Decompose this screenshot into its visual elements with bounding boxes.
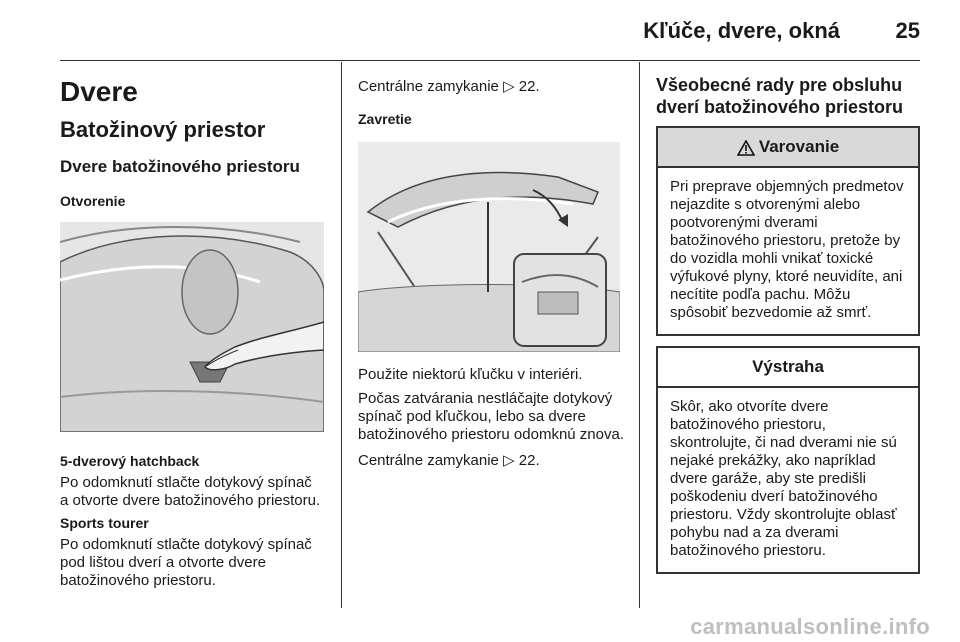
closing-label: Zavretie [358,111,412,127]
column-left [60,62,324,590]
tourer-label: Sports tourer [60,515,149,531]
figure-opening-tailgate [60,222,324,432]
use-handle-text: Použite niektorú kľučku v interiéri. [358,366,583,383]
section-title: Dvere [60,76,138,107]
tourer-text: Po odomknutí stlačte dotykový spínač pod lištou dverí a otvorte dvere batožinového priestoru. [60,536,312,589]
header-divider [60,60,920,61]
column-middle [358,62,624,470]
subsection-title: Batožinový priestor [60,117,266,142]
caution-text: Skôr, ako otvoríte dvere batožinového priestoru, skontrolujte, či nad dverami nie sú nejaké prekážky, ako napríklad dvere garáže, aby ste predišli poškodeniu dverí batožinového priestoru. Vždy skontrolujte oblasť pohybu nad a za dverami batožinového priestoru. [670,398,897,559]
reference-page: 22. [518,452,540,469]
hatchback-label: 5-dverový hatchback [60,453,200,469]
watermark: carmanualsonline.info [690,614,930,639]
caution-title: Výstraha [658,348,918,388]
reference-text: Centrálne zamykanie [358,78,499,95]
column-divider-1 [341,62,342,608]
page-number: 25 [895,18,920,43]
warning-triangle-icon [737,140,755,156]
reference-text: Centrálne zamykanie [358,452,499,469]
warning-title: Varovanie [758,137,840,156]
page-reference-arrow-icon: ▷ [503,452,515,469]
opening-label: Otvorenie [60,193,126,209]
closing-text: Počas zatvárania nestláčajte dotykový spínač pod kľučkou, lebo sa dvere batožinového priestoru odomknú znova. [358,390,625,443]
central-lock-reference-bottom[interactable] [358,452,624,470]
column-right [656,62,920,574]
general-advice-heading: Všeobecné rady pre obsluhu dverí batožinového priestoru [656,75,904,117]
warning-box [656,126,920,336]
hatchback-text: Po odomknutí stlačte dotykový spínač a otvorte dvere batožinového priestoru. [60,474,321,509]
warning-text: Pri preprave objemných predmetov nejazdite s otvorenými alebo pootvorenými dverami batožinového priestoru, pretože by do vozidla mohli vnikať toxické výfukové plyny, ktoré neuvidíte, ani necítite podľa pachu. Môžu spôsobiť bezvedomie až smrť. [670,178,904,321]
subsubsection-title: Dvere batožinového priestoru [60,157,300,176]
figure-closing-tailgate [358,142,620,352]
caution-box [656,346,920,574]
page-header [60,0,920,56]
column-divider-2 [639,62,640,608]
reference-page: 22. [518,78,540,95]
page-reference-arrow-icon: ▷ [503,78,515,95]
chapter-title: Kľúče, dvere, okná [643,18,840,43]
warning-box-header [658,128,918,168]
central-lock-reference-top[interactable] [358,78,624,96]
